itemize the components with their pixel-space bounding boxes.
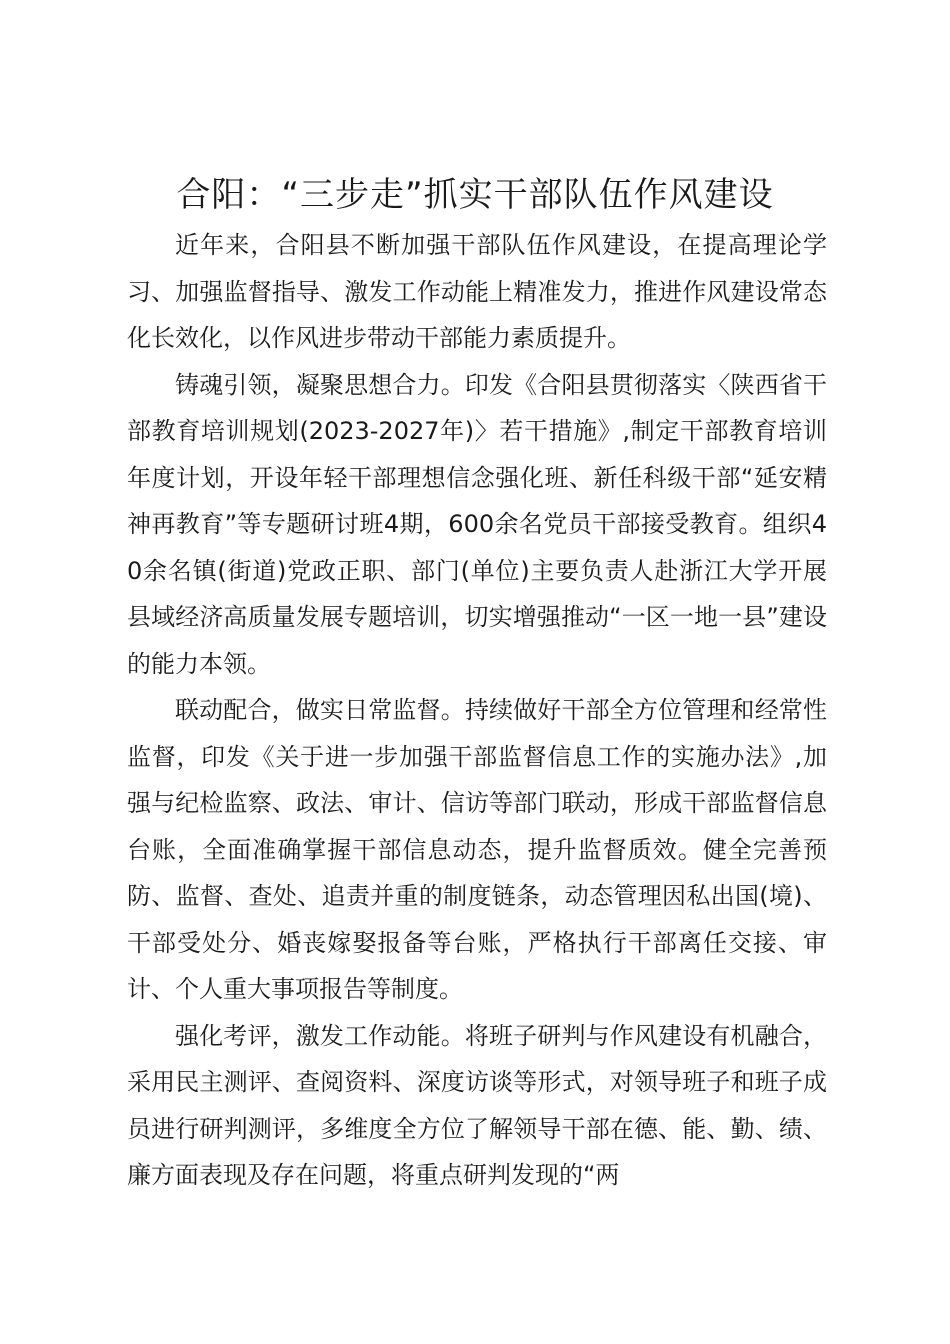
- paragraph-evaluation: 强化考评，激发工作动能。将班子研判与作风建设有机融合，采用民主测评、查阅资料、深度访谈等形式，对领导班子和班子成员进行研判测评，多维度全方位了解领导干部在德、能、勤、绩、廉方面表现及存在问题，将重点研判发现的“两: [127, 1021, 827, 1189]
- document-title: 合阳：“三步走”抓实干部队伍作风建设: [176, 175, 774, 215]
- paragraph-intro: 近年来，合阳县不断加强干部队伍作风建设，在提高理论学习、加强监督指导、激发工作动能上精准发力，推进作风建设常态化长效化，以作风进步带动干部能力素质提升。: [127, 231, 827, 352]
- document-body: [127, 222, 827, 1199]
- paragraph-supervision: 联动配合，做实日常监督。持续做好干部全方位管理和经常性监督，印发《关于进一步加强干部监督信息工作的实施办法》,加强与纪检监察、政法、审计、信访等部门联动，形成干部监督信息台账，全面准确掌握干部信息动态，提升监督质效。健全完善预防、监督、查处、追责并重的制度链条，动态管理因私出国(境)、干部受处分、婚丧嫁娶报备等台账，严格执行干部离任交接、审计、个人重大事项报告等制度。: [127, 696, 827, 1003]
- paragraph-soul-guidance: 铸魂引领，凝聚思想合力。印发《合阳县贯彻落实〈陕西省干部教育培训规划(2023-2027年)〉若干措施》,制定干部教育培训年度计划，开设年轻干部理想信念强化班、新任科级干部“延安精神再教育”等专题研讨班4期，600余名党员干部接受教育。组织40余名镇(街道)党政正职、部门(单位)主要负责人赴浙江大学开展县域经济高质量发展专题培训，切实增强推动“一区一地一县”建设的能力本领。: [127, 370, 827, 678]
